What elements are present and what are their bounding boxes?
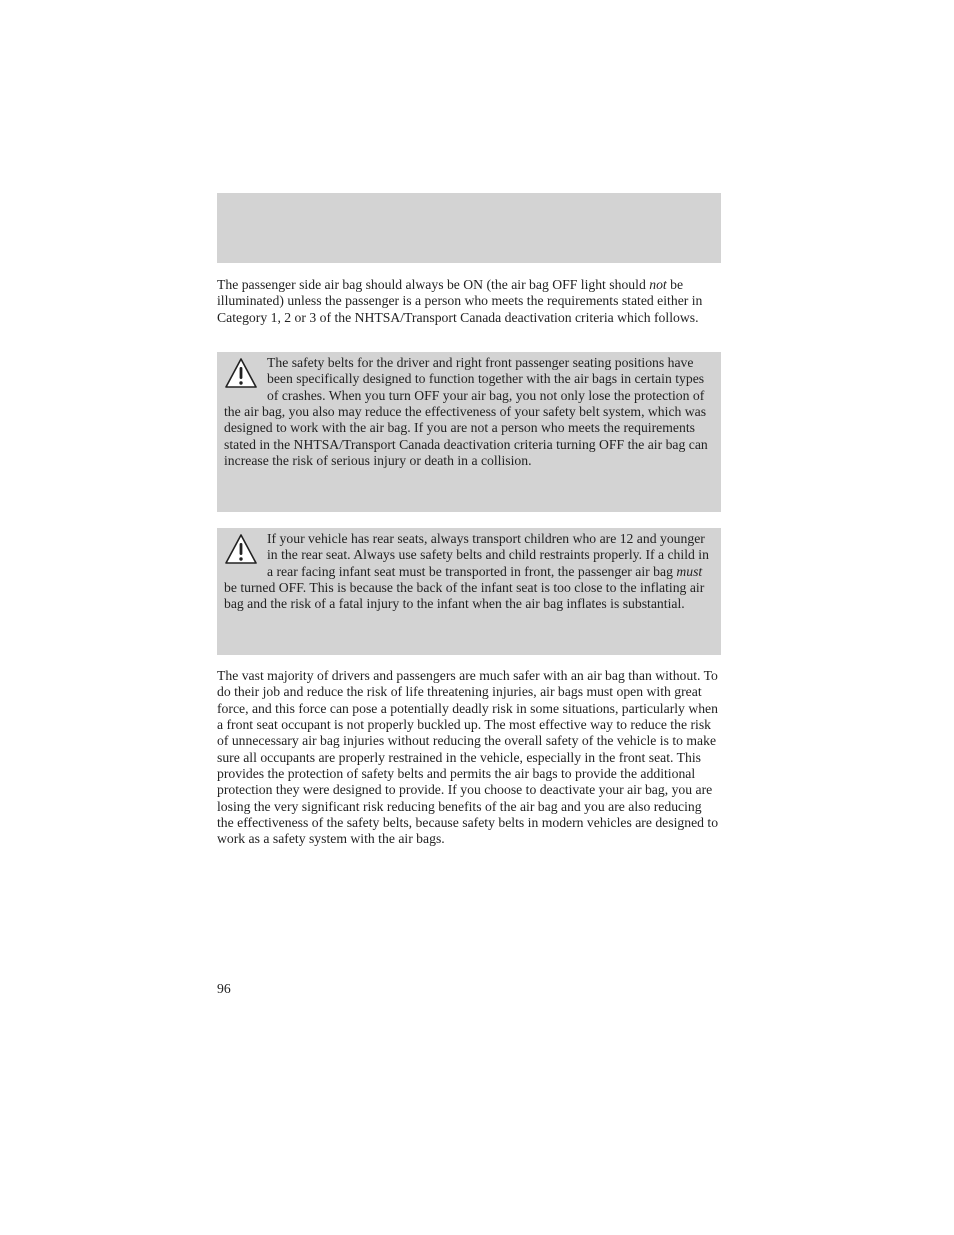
intro-text-end: be illuminated) unless the passenger is a person who meets the requirements stated either in Category 1, 2 or 3 of the NHTSA/Transport Canada deactivation criteria which follows. [217,277,703,325]
section-header-band [217,193,721,263]
intro-emphasis: not [649,277,667,292]
warning-text [224,531,715,613]
warning-emphasis: must [676,563,703,579]
intro-text-start: The passenger side air bag should always be ON (the air bag OFF light should [217,277,650,292]
warning-box-safety-belts [217,352,721,512]
warning-triangle-icon [224,357,258,389]
warning-text: The safety belts for the driver and right front passenger seating positions have been specifically designed to function together with the air bags in certain types of crashes. When you turn OFF your air bag, you not only lose the protection of the air bag, you also may reduce the effectiveness of your safety belt system, which was designed to work with the air bag. If you are not a person who meets the requirements stated in the NHTSA/Transport Canada deactivation criteria turning OFF the air bag can increase the risk of serious injury or death in a collision. [224,355,708,469]
body-paragraph: The vast majority of drivers and passengers are much safer with an air bag than without. To do their job and reduce the risk of life threatening injuries, air bags must open with great force, and this force can pose a potentially deadly risk in some situations, particularly when a front seat occupant is not properly buckled up. The most effective way to reduce the risk of unnecessary air bag injuries without reducing the overall safety of the vehicle is to make sure all occupants are properly restrained in the vehicle, especially in the front seat. This provides the protection of safety belts and permits the air bags to provide the additional protection they were designed to provide. If you choose to deactivate your air bag, you are losing the very significant risk reducing benefits of the air bag and you are also reducing the effectiveness of the safety belts, because safety belts in modern vehicles are designed to work as a safety system with the air bags. [217,668,719,847]
warning-text-end: be turned OFF. This is because the back of the infant seat is too close to the inflating air bag and the risk of a fatal injury to the infant when the air bag inflates is substantial. [224,580,705,612]
warning-text-start: If your vehicle has rear seats, always transport children who are 12 and younger in the rear seat. Always use safety belts and child restraints properly. If a child in a rear facing infant seat must be transported in front, the passenger air bag [267,531,709,579]
intro-paragraph [217,277,721,326]
warning-triangle-icon [224,533,258,565]
page-number: 96 [217,981,231,996]
warning-box-rear-seats [217,528,721,655]
